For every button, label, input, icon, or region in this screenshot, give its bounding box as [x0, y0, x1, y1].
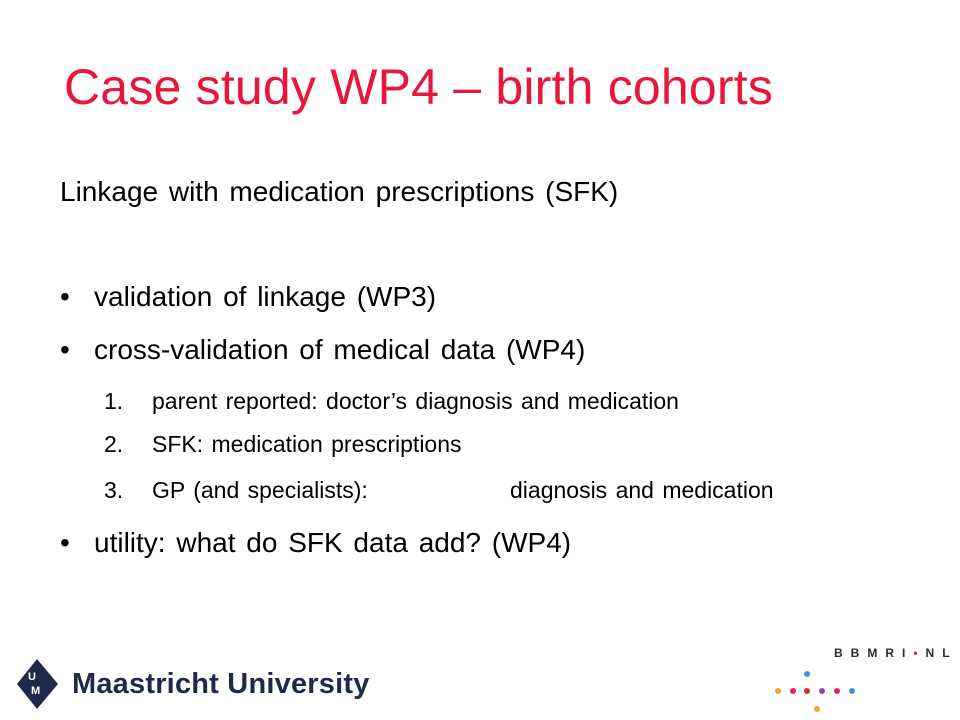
slide-title: Case study WP4 – birth cohorts — [64, 59, 774, 115]
bullet-text: cross-validation of medical data (WP4) — [94, 334, 586, 365]
item-number: 2. — [104, 431, 124, 457]
item-number: 1. — [104, 388, 124, 414]
bullet-icon: • — [60, 334, 70, 365]
bbmri-dot: • — [913, 646, 926, 660]
bullet-text: utility: what do SFK data add? (WP4) — [94, 527, 572, 558]
item-text-secondary: diagnosis and medication — [510, 477, 774, 503]
bbmri-right: NL — [925, 646, 958, 660]
svg-text:M: M — [31, 685, 41, 697]
item-text: SFK: medication prescriptions — [152, 431, 462, 457]
item-text: parent reported: doctor’s diagnosis and medication — [152, 388, 679, 414]
bbmri-logo-text — [834, 646, 958, 660]
slide-subtitle: Linkage with medication prescriptions (SFK) — [60, 176, 619, 207]
item-text: GP (and specialists): — [152, 477, 368, 503]
bullet-icon: • — [60, 281, 70, 312]
bullet-icon: • — [60, 527, 70, 558]
bbmri-left: BBMRI — [834, 646, 914, 660]
maastricht-university-logo-icon — [17, 656, 63, 712]
item-number: 3. — [104, 477, 124, 503]
bullet-text: validation of linkage (WP3) — [94, 281, 437, 312]
university-name: Maastricht University — [72, 668, 370, 700]
svg-text:U: U — [28, 671, 36, 683]
bbmri-dots-icon — [770, 665, 880, 715]
